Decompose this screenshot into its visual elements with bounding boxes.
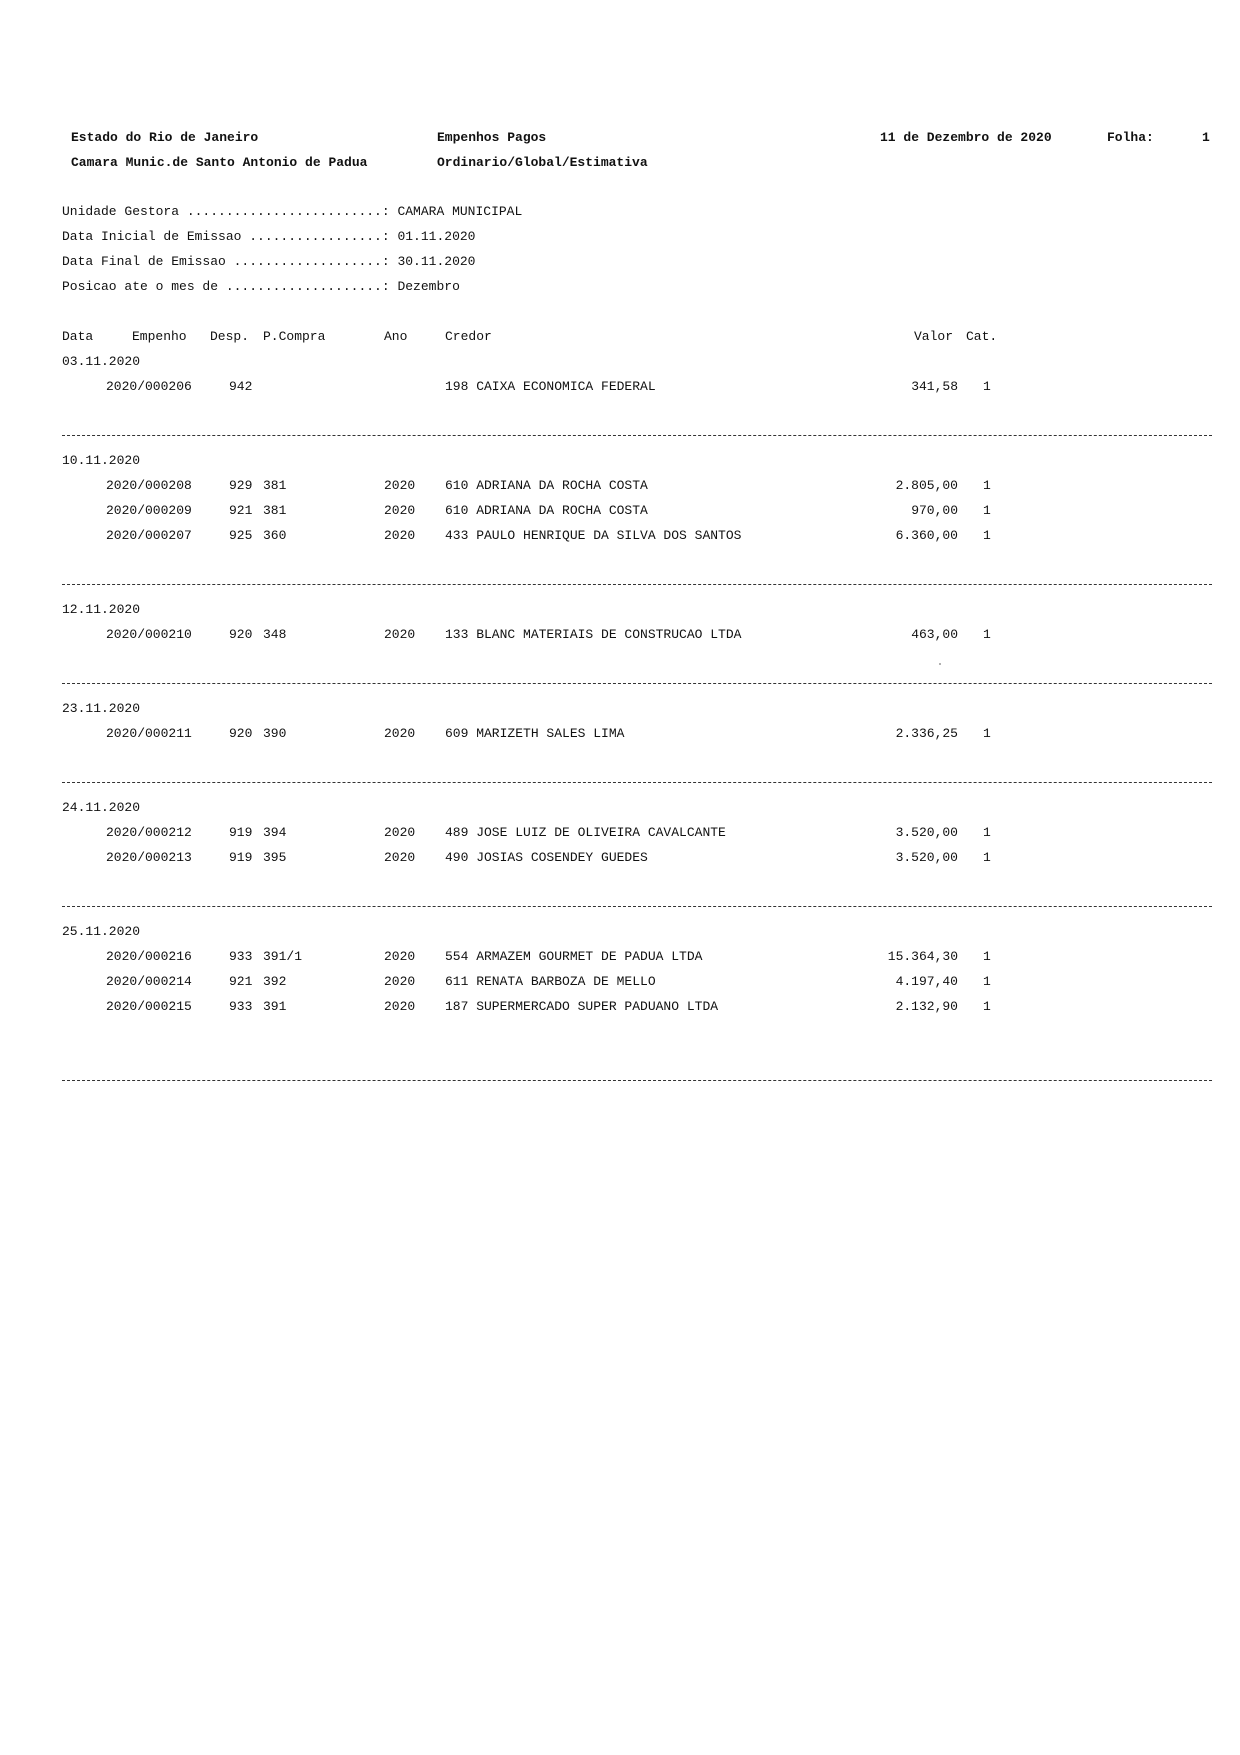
param-data-inicial: Data Inicial de Emissao .................: 01.11.2020 bbox=[62, 229, 476, 244]
separator bbox=[62, 435, 1212, 436]
row-empenho: 2020/000210 bbox=[106, 627, 192, 642]
report-subtitle: Ordinario/Global/Estimativa bbox=[437, 155, 648, 170]
row-cat: 1 bbox=[983, 379, 991, 394]
row-credor: 433 PAULO HENRIQUE DA SILVA DOS SANTOS bbox=[445, 528, 742, 543]
row-valor: 2.336,25 bbox=[895, 726, 958, 741]
row-desp: 921 bbox=[229, 974, 253, 989]
separator bbox=[62, 683, 1212, 684]
row-cat: 1 bbox=[983, 999, 991, 1014]
row-desp: 920 bbox=[229, 627, 253, 642]
row-pcompra: 395 bbox=[263, 850, 287, 865]
row-cat: 1 bbox=[983, 627, 991, 642]
col-empenho: Empenho bbox=[132, 329, 187, 344]
row-cat: 1 bbox=[983, 974, 991, 989]
group-date: 24.11.2020 bbox=[62, 800, 141, 815]
row-credor: 187 SUPERMERCADO SUPER PADUANO LTDA bbox=[445, 999, 719, 1014]
row-valor: 341,58 bbox=[911, 379, 958, 394]
col-valor: Valor bbox=[914, 329, 954, 344]
row-empenho: 2020/000208 bbox=[106, 478, 192, 493]
param-posicao: Posicao ate o mes de ....................: Dezembro bbox=[62, 279, 460, 294]
group-date: 03.11.2020 bbox=[62, 354, 141, 369]
row-valor: 970,00 bbox=[911, 503, 958, 518]
row-empenho: 2020/000211 bbox=[106, 726, 192, 741]
row-cat: 1 bbox=[983, 850, 991, 865]
row-cat: 1 bbox=[983, 478, 991, 493]
row-ano: 2020 bbox=[384, 726, 416, 741]
row-pcompra: 360 bbox=[263, 528, 287, 543]
row-credor: 490 JOSIAS COSENDEY GUEDES bbox=[445, 850, 648, 865]
group-date: 12.11.2020 bbox=[62, 602, 141, 617]
row-cat: 1 bbox=[983, 503, 991, 518]
row-pcompra: 381 bbox=[263, 503, 287, 518]
row-valor: 6.360,00 bbox=[895, 528, 958, 543]
row-credor: 554 ARMAZEM GOURMET DE PADUA LTDA bbox=[445, 949, 703, 964]
param-data-final: Data Final de Emissao ...................: 30.11.2020 bbox=[62, 254, 476, 269]
col-ano: Ano bbox=[384, 329, 408, 344]
row-desp: 942 bbox=[229, 379, 253, 394]
row-desp: 920 bbox=[229, 726, 253, 741]
row-empenho: 2020/000215 bbox=[106, 999, 192, 1014]
row-desp: 921 bbox=[229, 503, 253, 518]
row-ano: 2020 bbox=[384, 850, 416, 865]
separator bbox=[62, 1080, 1212, 1081]
row-ano: 2020 bbox=[384, 999, 416, 1014]
row-empenho: 2020/000216 bbox=[106, 949, 192, 964]
row-pcompra: 391 bbox=[263, 999, 287, 1014]
row-desp: 929 bbox=[229, 478, 253, 493]
row-cat: 1 bbox=[983, 528, 991, 543]
row-valor: 15.364,30 bbox=[887, 949, 958, 964]
row-valor: 3.520,00 bbox=[895, 850, 958, 865]
row-pcompra: 348 bbox=[263, 627, 287, 642]
col-desp: Desp. bbox=[210, 329, 250, 344]
separator bbox=[62, 584, 1212, 585]
row-cat: 1 bbox=[983, 949, 991, 964]
row-desp: 919 bbox=[229, 825, 253, 840]
speck-mark bbox=[939, 663, 941, 665]
row-valor: 4.197,40 bbox=[895, 974, 958, 989]
col-cat: Cat. bbox=[966, 329, 998, 344]
row-pcompra: 391/1 bbox=[263, 949, 303, 964]
row-credor: 610 ADRIANA DA ROCHA COSTA bbox=[445, 478, 648, 493]
row-pcompra: 390 bbox=[263, 726, 287, 741]
row-pcompra: 394 bbox=[263, 825, 287, 840]
row-desp: 933 bbox=[229, 999, 253, 1014]
group-date: 10.11.2020 bbox=[62, 453, 141, 468]
row-valor: 2.132,90 bbox=[895, 999, 958, 1014]
report-date: 11 de Dezembro de 2020 bbox=[880, 130, 1052, 145]
report-title: Empenhos Pagos bbox=[437, 130, 547, 145]
row-ano: 2020 bbox=[384, 974, 416, 989]
row-empenho: 2020/000209 bbox=[106, 503, 192, 518]
row-valor: 3.520,00 bbox=[895, 825, 958, 840]
row-empenho: 2020/000212 bbox=[106, 825, 192, 840]
row-credor: 133 BLANC MATERIAIS DE CONSTRUCAO LTDA bbox=[445, 627, 742, 642]
col-credor: Credor bbox=[445, 329, 492, 344]
row-credor: 198 CAIXA ECONOMICA FEDERAL bbox=[445, 379, 656, 394]
col-data: Data bbox=[62, 329, 94, 344]
row-pcompra: 381 bbox=[263, 478, 287, 493]
param-unidade: Unidade Gestora .........................: CAMARA MUNICIPAL bbox=[62, 204, 523, 219]
col-pcompra: P.Compra bbox=[263, 329, 326, 344]
row-desp: 933 bbox=[229, 949, 253, 964]
row-credor: 609 MARIZETH SALES LIMA bbox=[445, 726, 625, 741]
group-date: 25.11.2020 bbox=[62, 924, 141, 939]
row-empenho: 2020/000206 bbox=[106, 379, 192, 394]
row-credor: 610 ADRIANA DA ROCHA COSTA bbox=[445, 503, 648, 518]
header-state: Estado do Rio de Janeiro bbox=[71, 130, 259, 145]
row-valor: 463,00 bbox=[911, 627, 958, 642]
separator bbox=[62, 906, 1212, 907]
row-cat: 1 bbox=[983, 825, 991, 840]
row-desp: 925 bbox=[229, 528, 253, 543]
row-empenho: 2020/000207 bbox=[106, 528, 192, 543]
row-empenho: 2020/000213 bbox=[106, 850, 192, 865]
row-empenho: 2020/000214 bbox=[106, 974, 192, 989]
row-ano: 2020 bbox=[384, 503, 416, 518]
row-ano: 2020 bbox=[384, 825, 416, 840]
row-ano: 2020 bbox=[384, 949, 416, 964]
row-valor: 2.805,00 bbox=[895, 478, 958, 493]
row-credor: 489 JOSE LUIZ DE OLIVEIRA CAVALCANTE bbox=[445, 825, 726, 840]
row-pcompra: 392 bbox=[263, 974, 287, 989]
row-cat: 1 bbox=[983, 726, 991, 741]
header-org: Camara Munic.de Santo Antonio de Padua bbox=[71, 155, 368, 170]
row-credor: 611 RENATA BARBOZA DE MELLO bbox=[445, 974, 656, 989]
group-date: 23.11.2020 bbox=[62, 701, 141, 716]
folha-value: 1 bbox=[1202, 130, 1210, 145]
row-ano: 2020 bbox=[384, 528, 416, 543]
separator bbox=[62, 782, 1212, 783]
folha-label: Folha: bbox=[1107, 130, 1154, 145]
row-ano: 2020 bbox=[384, 627, 416, 642]
row-desp: 919 bbox=[229, 850, 253, 865]
row-ano: 2020 bbox=[384, 478, 416, 493]
